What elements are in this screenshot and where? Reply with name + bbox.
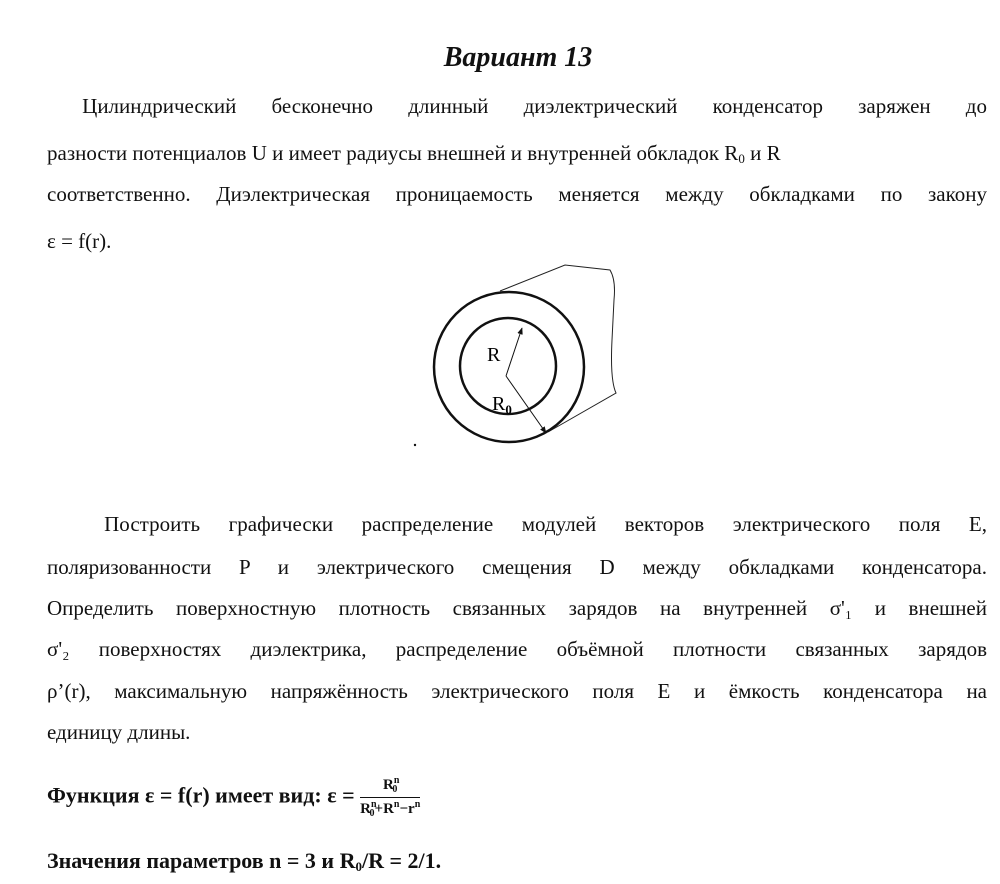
stray-dot (414, 444, 416, 446)
task-line (47, 514, 987, 535)
page-title: Вариант 13 (443, 42, 593, 73)
intro-line: ε = f(r). (47, 229, 112, 253)
label-R: R (487, 344, 501, 366)
capacitor-diagram (400, 250, 650, 460)
task-line: единицу длины. (47, 720, 191, 744)
function-line (47, 776, 420, 819)
task-line-text: Построить графически распределение модулей векторов электрического поля E, (104, 512, 988, 536)
subscript: 0 (738, 151, 745, 166)
subscript: 0 (355, 859, 362, 874)
params-text: /R = 2/1. (361, 848, 442, 873)
intro-line (47, 143, 781, 165)
intro-line-text: Цилиндрический бесконечно длинный диэлектрический конденсатор заряжен до (82, 94, 987, 118)
label-R0: $R_0$ (492, 393, 512, 417)
intro-line-tail: и R (744, 141, 781, 165)
task-line: Определить поверхностную плотность связанных зарядов на внутренней σ'₁ и внешней (47, 596, 987, 620)
intro-line-text: разности потенциалов U и имеет радиусы внешней и внутренней обкладок R (47, 141, 739, 165)
task-line: ρ’(r), максимальную напряжённость электрического поля E и ёмкость конденсатора на (47, 679, 987, 703)
params-line (47, 850, 441, 873)
task-line: σ'₂ поверхностях диэлектрика, распределение объёмной плотности связанных зарядов (47, 637, 987, 661)
function-label: Функция ε = f(r) имеет вид: ε = (47, 782, 355, 808)
params-text: Значения параметров n = 3 и R (47, 848, 356, 873)
intro-line (47, 96, 987, 117)
task-line: поляризованности P и электрического смещения D между обкладками конденсатора. (47, 555, 987, 579)
epsilon-formula: $\frac{R^n_0}{R^n_0+R^n-r^n}$ (360, 775, 421, 819)
intro-line: соответственно. Диэлектрическая проницаемость меняется между обкладками по закону (47, 182, 987, 206)
